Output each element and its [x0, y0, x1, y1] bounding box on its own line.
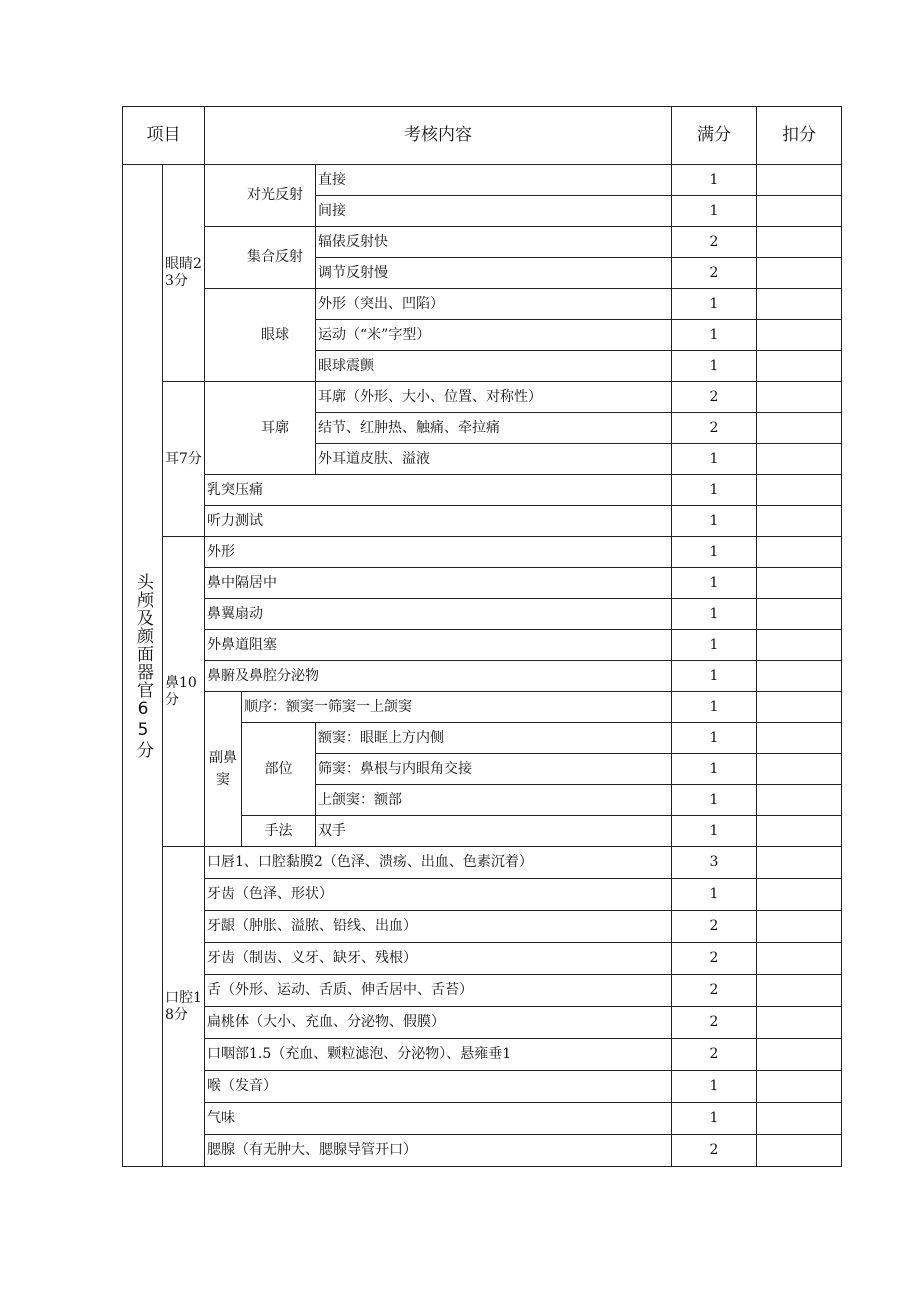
deduct-cell[interactable] — [757, 444, 842, 475]
table-row — [123, 943, 842, 975]
content-cell: 外耳道皮肤、溢液 — [316, 444, 672, 475]
table-row — [123, 537, 842, 568]
table-row — [123, 1135, 842, 1167]
deduct-cell[interactable] — [757, 506, 842, 537]
table-row — [123, 1007, 842, 1039]
score-cell: 1 — [672, 289, 757, 320]
deduct-cell[interactable] — [757, 1135, 842, 1167]
category-cell — [123, 165, 163, 1167]
score-cell: 1 — [672, 444, 757, 475]
deduct-cell[interactable] — [757, 630, 842, 661]
table-row — [123, 1039, 842, 1071]
content-cell: 额窦：眼眶上方内侧 — [316, 723, 672, 754]
content-cell: 乳突压痛 — [205, 475, 672, 506]
score-cell: 2 — [672, 413, 757, 444]
score-cell: 1 — [672, 1103, 757, 1135]
score-cell: 1 — [672, 599, 757, 630]
deduct-cell[interactable] — [757, 413, 842, 444]
content-cell: 舌（外形、运动、舌质、伸舌居中、舌苔） — [205, 975, 672, 1007]
content-cell: 耳廓（外形、大小、位置、对称性） — [316, 382, 672, 413]
content-cell: 辐俵反射快 — [316, 227, 672, 258]
table-row — [123, 692, 842, 723]
content-cell: 牙龈（肿胀、溢脓、铅线、出血） — [205, 911, 672, 943]
deduct-cell[interactable] — [757, 227, 842, 258]
deduct-cell[interactable] — [757, 847, 842, 879]
score-cell: 1 — [672, 785, 757, 816]
content-cell: 外形（突出、凹陷） — [316, 289, 672, 320]
content-cell: 牙齿（制齿、义牙、缺牙、残根） — [205, 943, 672, 975]
sinus-label: 副鼻窦 — [205, 692, 242, 847]
table-row — [123, 382, 842, 413]
score-cell: 2 — [672, 1135, 757, 1167]
score-cell: 2 — [672, 227, 757, 258]
score-cell: 1 — [672, 816, 757, 847]
content-cell: 鼻翼扇动 — [205, 599, 672, 630]
deduct-cell[interactable] — [757, 1103, 842, 1135]
deduct-cell[interactable] — [757, 475, 842, 506]
score-cell: 1 — [672, 196, 757, 227]
score-cell: 1 — [672, 661, 757, 692]
table-row — [123, 599, 842, 630]
auricle-label: 耳廓 — [205, 382, 316, 475]
content-cell: 结节、红肿热、触痛、牵拉痛 — [316, 413, 672, 444]
table-row — [123, 911, 842, 943]
content-cell: 牙齿（色泽、形状） — [205, 879, 672, 911]
content-cell: 调节反射慢 — [316, 258, 672, 289]
table-row — [123, 506, 842, 537]
header-item: 项目 — [123, 107, 205, 165]
score-cell: 1 — [672, 879, 757, 911]
deduct-cell[interactable] — [757, 537, 842, 568]
table-row — [123, 568, 842, 599]
content-cell: 口咽部1.5（充血、颗粒滤泡、分泌物）、悬雍垂1 — [205, 1039, 672, 1071]
content-cell: 口唇1、口腔黏膜2（色泽、溃疡、出血、色素沉着） — [205, 847, 672, 879]
deduct-cell[interactable] — [757, 692, 842, 723]
content-cell: 眼球震颤 — [316, 351, 672, 382]
exam-score-table — [122, 106, 842, 1167]
content-cell: 上颌窦：额部 — [316, 785, 672, 816]
score-cell: 1 — [672, 692, 757, 723]
content-cell: 双手 — [316, 816, 672, 847]
deduct-cell[interactable] — [757, 911, 842, 943]
header-deduct: 扣分 — [757, 107, 842, 165]
eyeball-label: 眼球 — [205, 289, 316, 382]
header-full-score: 满分 — [672, 107, 757, 165]
score-cell: 1 — [672, 723, 757, 754]
table-row — [123, 847, 842, 879]
deduct-cell[interactable] — [757, 975, 842, 1007]
deduct-cell[interactable] — [757, 879, 842, 911]
header-row — [123, 107, 842, 165]
sinus-location-label: 部位 — [242, 723, 316, 816]
content-cell: 喉（发音） — [205, 1071, 672, 1103]
convergence-label: 集合反射 — [205, 227, 316, 289]
table-row — [123, 879, 842, 911]
table-row — [123, 289, 842, 320]
content-cell: 运动（“米”字型） — [316, 320, 672, 351]
deduct-cell[interactable] — [757, 196, 842, 227]
deduct-cell[interactable] — [757, 599, 842, 630]
score-cell: 1 — [672, 1071, 757, 1103]
header-content: 考核内容 — [205, 107, 672, 165]
deduct-cell[interactable] — [757, 816, 842, 847]
section-mouth-label: 口腔18分 — [163, 847, 205, 1167]
table-row — [123, 227, 842, 258]
score-cell: 2 — [672, 911, 757, 943]
score-cell: 1 — [672, 630, 757, 661]
score-cell: 2 — [672, 943, 757, 975]
deduct-cell[interactable] — [757, 289, 842, 320]
score-cell: 2 — [672, 1039, 757, 1071]
table-row — [123, 475, 842, 506]
deduct-cell[interactable] — [757, 351, 842, 382]
deduct-cell[interactable] — [757, 382, 842, 413]
deduct-cell[interactable] — [757, 165, 842, 196]
content-cell: 外形 — [205, 537, 672, 568]
deduct-cell[interactable] — [757, 785, 842, 816]
content-cell: 鼻中隔居中 — [205, 568, 672, 599]
score-cell: 2 — [672, 382, 757, 413]
deduct-cell[interactable] — [757, 754, 842, 785]
deduct-cell[interactable] — [757, 320, 842, 351]
score-cell: 1 — [672, 320, 757, 351]
content-cell: 外鼻道阻塞 — [205, 630, 672, 661]
deduct-cell[interactable] — [757, 723, 842, 754]
deduct-cell[interactable] — [757, 1007, 842, 1039]
section-eyes-label: 眼睛23分 — [163, 165, 205, 382]
section-nose-label: 鼻10分 — [163, 537, 205, 847]
deduct-cell[interactable] — [757, 568, 842, 599]
sinus-method-label: 手法 — [242, 816, 316, 847]
category-label: 头颅及颜面器官65分 — [133, 572, 153, 759]
deduct-cell[interactable] — [757, 661, 842, 692]
content-cell: 筛窦：鼻根与内眼角交接 — [316, 754, 672, 785]
content-cell: 听力测试 — [205, 506, 672, 537]
table-row — [123, 165, 842, 196]
deduct-cell[interactable] — [757, 943, 842, 975]
table-row — [123, 975, 842, 1007]
content-cell: 直接 — [316, 165, 672, 196]
table-row — [123, 1071, 842, 1103]
content-cell: 顺序：额窦一筛窦一上颌窦 — [242, 692, 672, 723]
score-cell: 1 — [672, 506, 757, 537]
table-row — [123, 1103, 842, 1135]
deduct-cell[interactable] — [757, 1071, 842, 1103]
table-row — [123, 630, 842, 661]
score-cell: 3 — [672, 847, 757, 879]
score-cell: 1 — [672, 165, 757, 196]
deduct-cell[interactable] — [757, 1039, 842, 1071]
table-row — [123, 661, 842, 692]
section-ear-label: 耳7分 — [163, 382, 205, 537]
content-cell: 间接 — [316, 196, 672, 227]
score-cell: 2 — [672, 975, 757, 1007]
score-cell: 1 — [672, 568, 757, 599]
content-cell: 腮腺（有无肿大、腮腺导管开口） — [205, 1135, 672, 1167]
score-cell: 1 — [672, 537, 757, 568]
score-cell: 1 — [672, 754, 757, 785]
light-reflex-label: 对光反射 — [205, 165, 316, 227]
content-cell: 气味 — [205, 1103, 672, 1135]
score-cell: 1 — [672, 475, 757, 506]
score-cell: 2 — [672, 258, 757, 289]
content-cell: 鼻腑及鼻腔分泌物 — [205, 661, 672, 692]
score-cell: 1 — [672, 351, 757, 382]
content-cell: 扁桃体（大小、充血、分泌物、假膜） — [205, 1007, 672, 1039]
deduct-cell[interactable] — [757, 258, 842, 289]
score-cell: 2 — [672, 1007, 757, 1039]
